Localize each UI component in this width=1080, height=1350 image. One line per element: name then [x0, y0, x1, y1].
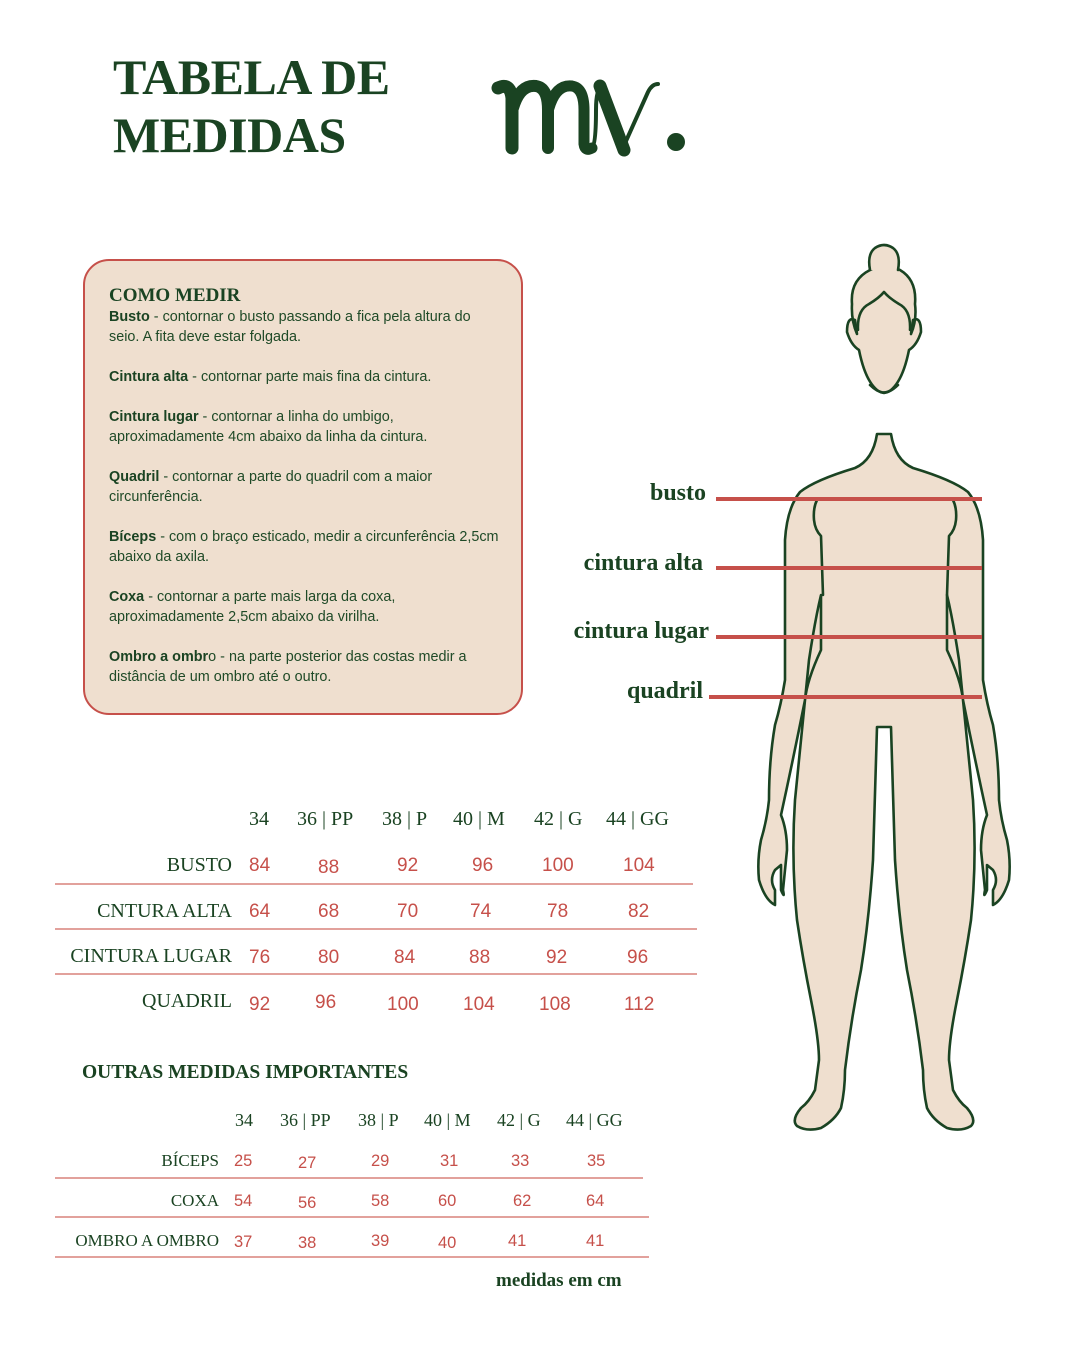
other-measures-title: OUTRAS MEDIDAS IMPORTANTES — [82, 1062, 409, 1083]
row-divider — [55, 1256, 649, 1258]
how-item-text: - contornar parte mais fina da cintura. — [188, 369, 432, 385]
cell-value: 92 — [249, 994, 271, 1015]
cell-value: 88 — [318, 857, 340, 878]
how-to-measure-title: COMO MEDIR — [109, 285, 241, 306]
cell-value: 92 — [546, 947, 568, 968]
size-header-34: 34 — [249, 808, 269, 830]
figure-label-cintura-alta: cintura alta — [583, 550, 703, 576]
size-header-44: 44 | GG — [566, 1110, 623, 1130]
cell-value: 27 — [298, 1154, 317, 1172]
how-item-text: - contornar a parte do quadril com a maior circunferência. — [109, 469, 433, 505]
cell-value: 56 — [298, 1194, 317, 1212]
cell-value: 25 — [234, 1152, 253, 1170]
page-title — [113, 48, 390, 164]
cell-value: 40 — [438, 1234, 457, 1252]
how-item-term: Bíceps — [109, 529, 157, 545]
figure-label-quadril: quadril — [626, 678, 703, 704]
size-header-40: 40 | M — [424, 1110, 471, 1130]
how-item-ombro — [109, 647, 499, 687]
cell-value: 29 — [371, 1152, 390, 1170]
figure-label-busto: busto — [649, 480, 706, 506]
size-header-36: 36 | PP — [297, 808, 354, 830]
cell-value: 41 — [586, 1232, 605, 1250]
cell-value: 62 — [513, 1192, 532, 1210]
size-header-44: 44 | GG — [606, 808, 669, 830]
cell-value: 33 — [511, 1152, 530, 1170]
cell-value: 82 — [628, 901, 650, 922]
cell-value: 76 — [249, 947, 271, 968]
cell-value: 88 — [469, 947, 491, 968]
how-item-quadril — [109, 467, 499, 507]
title-line-2: MEDIDAS — [113, 107, 346, 163]
cell-value: 84 — [249, 855, 271, 876]
how-to-measure-box — [83, 259, 523, 715]
cell-value: 100 — [387, 994, 419, 1015]
row-divider — [55, 1216, 649, 1218]
size-header-38: 38 | P — [358, 1110, 399, 1130]
how-item-term: Coxa — [109, 589, 145, 605]
size-header-38: 38 | P — [382, 808, 428, 830]
cell-value: 100 — [542, 855, 574, 876]
how-item-term: Cintura alta — [109, 369, 189, 385]
cell-value: 104 — [463, 994, 495, 1015]
row-label-ombro-a-ombro: OMBRO A OMBRO — [75, 1231, 219, 1250]
cell-value: 54 — [234, 1192, 253, 1210]
how-item-term: Busto — [109, 309, 150, 325]
cell-value: 31 — [440, 1152, 459, 1170]
how-item-term: Quadril — [109, 469, 160, 485]
how-item-text: - com o braço esticado, medir a circunferência 2,5cm abaixo da axila. — [109, 529, 499, 565]
cell-value: 96 — [472, 855, 494, 876]
cell-value: 70 — [397, 901, 419, 922]
brand-logo — [488, 70, 698, 165]
size-header-36: 36 | PP — [280, 1110, 331, 1130]
cell-value: 60 — [438, 1192, 457, 1210]
how-item-biceps — [109, 527, 499, 567]
how-item-text: - contornar a parte mais larga da coxa, aproximadamente 2,5cm abaixo da virilha. — [109, 589, 396, 625]
cell-value: 96 — [627, 947, 649, 968]
how-item-text: - contornar o busto passando a fica pela altura do seio. A fita deve estar folgada. — [109, 309, 471, 345]
row-label-biceps: BÍCEPS — [161, 1151, 219, 1170]
how-item-text: o - na parte posterior das costas medir a distância de um ombro até o outro. — [109, 649, 467, 685]
how-item-coxa — [109, 587, 499, 627]
size-header-42: 42 | G — [497, 1110, 541, 1130]
cell-value: 96 — [315, 992, 337, 1013]
cell-value: 92 — [397, 855, 419, 876]
figure-label-cintura-lugar: cintura lugar — [573, 618, 709, 644]
body-figure — [745, 240, 1035, 1160]
cell-value: 80 — [318, 947, 340, 968]
row-label-cintura-alta: CNTURA ALTA — [97, 900, 232, 922]
cell-value: 112 — [624, 994, 655, 1015]
busto-measure-line — [716, 497, 982, 501]
cintura-alta-measure-line — [716, 566, 982, 570]
cell-value: 35 — [587, 1152, 606, 1170]
row-divider — [55, 883, 693, 885]
size-header-42: 42 | G — [534, 808, 583, 830]
cell-value: 37 — [234, 1233, 253, 1251]
cell-value: 64 — [249, 901, 271, 922]
units-footnote: medidas em cm — [496, 1270, 622, 1291]
how-item-text: - contornar a linha do umbigo, aproximadamente 4cm abaixo da linha da cintura. — [109, 409, 428, 445]
row-label-busto: BUSTO — [166, 854, 232, 876]
row-divider — [55, 928, 697, 930]
how-item-cintura-lugar — [109, 407, 499, 447]
cintura-lugar-measure-line — [716, 635, 982, 639]
title-line-1: TABELA DE — [113, 49, 390, 105]
row-label-quadril: QUADRIL — [142, 990, 232, 1012]
row-label-cintura-lugar: CINTURA LUGAR — [70, 945, 232, 967]
cell-value: 38 — [298, 1234, 317, 1252]
row-divider — [55, 1177, 643, 1179]
how-item-busto — [109, 307, 499, 347]
size-header-40: 40 | M — [453, 808, 505, 830]
cell-value: 84 — [394, 947, 416, 968]
cell-value: 39 — [371, 1232, 390, 1250]
cell-value: 68 — [318, 901, 340, 922]
cell-value: 64 — [586, 1192, 605, 1210]
row-divider — [55, 973, 697, 975]
cell-value: 104 — [623, 855, 655, 876]
size-header-34: 34 — [235, 1110, 253, 1130]
cell-value: 78 — [547, 901, 569, 922]
row-label-coxa: COXA — [170, 1191, 219, 1210]
cell-value: 108 — [539, 994, 571, 1015]
how-item-term: Ombro a ombr — [109, 649, 209, 665]
quadril-measure-line — [709, 695, 982, 699]
cell-value: 74 — [470, 901, 492, 922]
cell-value: 58 — [371, 1192, 390, 1210]
cell-value: 41 — [508, 1232, 527, 1250]
how-item-term: Cintura lugar — [109, 409, 199, 425]
how-item-cintura-alta — [109, 367, 499, 387]
logo-mv-icon — [488, 70, 698, 160]
